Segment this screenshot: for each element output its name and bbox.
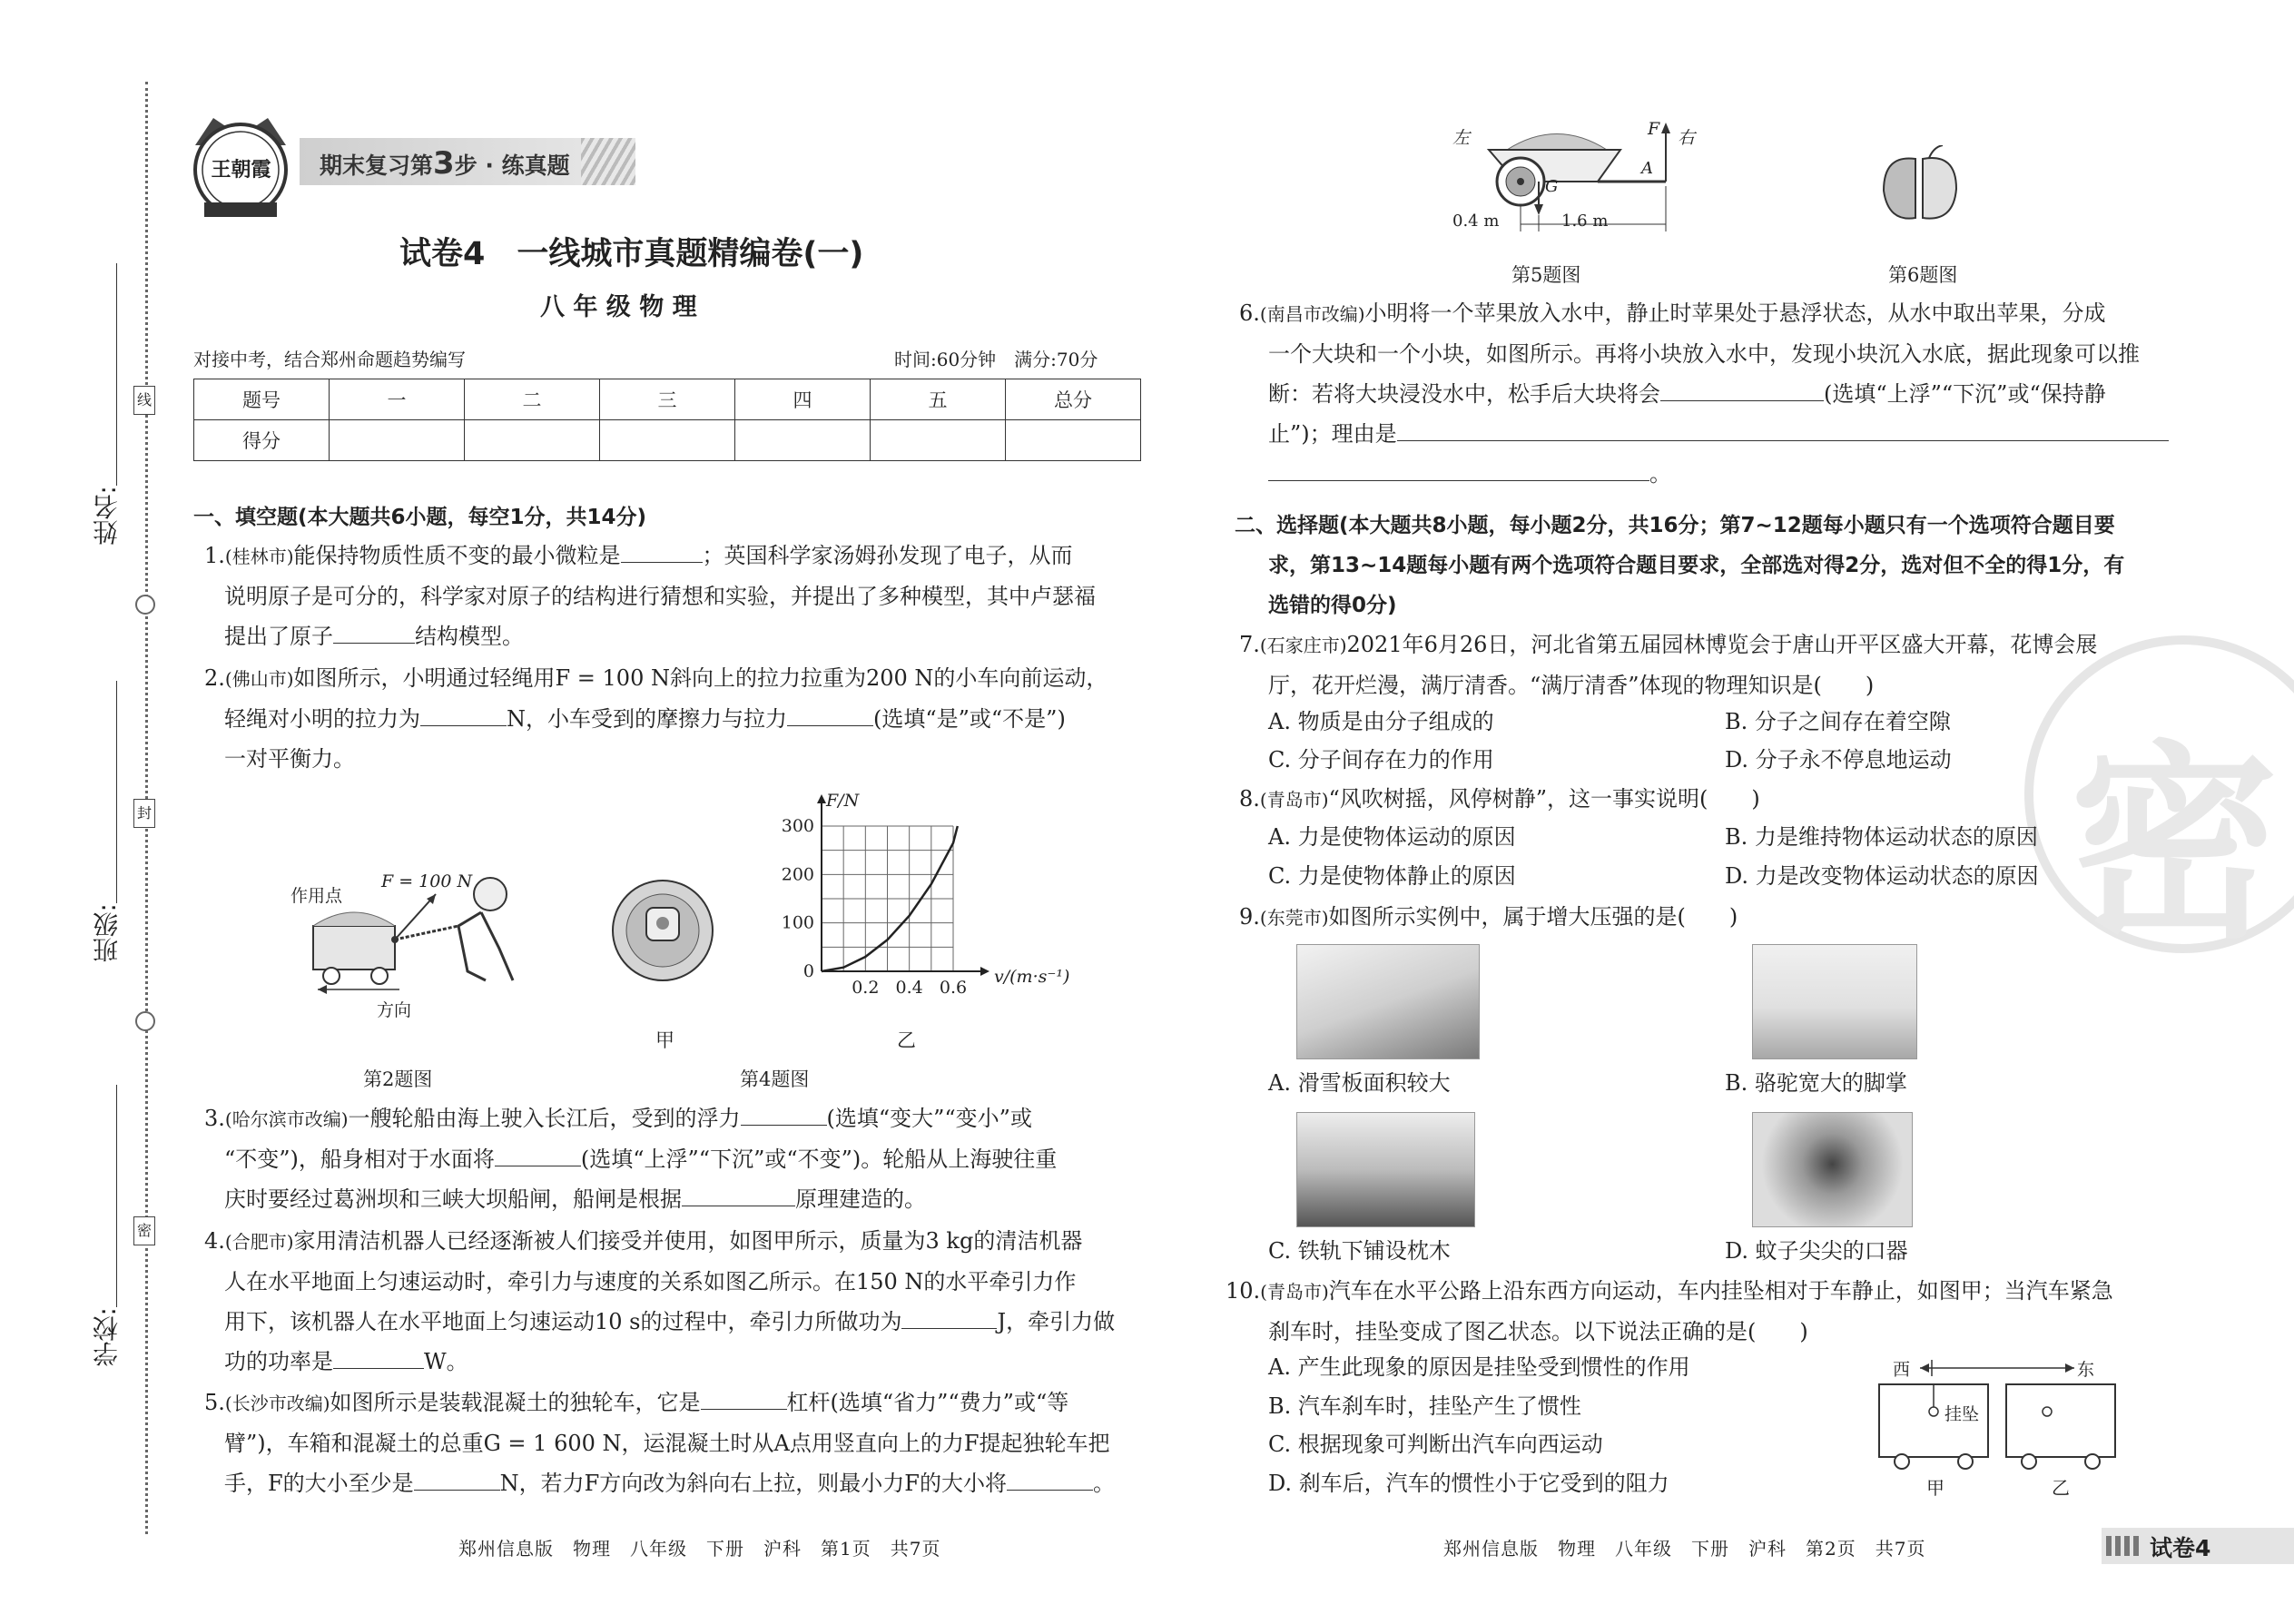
class-label: 班级:: [92, 903, 122, 963]
fig2-point-label: 作用点: [290, 886, 343, 906]
q7-option-d[interactable]: D. 分子永不停息地运动: [1725, 747, 1952, 773]
question-1: 1.(桂林市)能保持物质性质不变的最小微粒是 ；英国科学家汤姆孙发现了电子，从而 说明原子是可分的，科学家对原子的结构进行猜想和实验，并提出了多种模型，其中卢瑟福 提出了原子 结构模型。: [204, 536, 1148, 656]
exam-subtitle: 八 年 级 物 理: [540, 293, 697, 321]
question-8: 8.(青岛市)“风吹树摇，风停树静”，这一事实说明( ): [1239, 786, 1760, 812]
q8-option-b[interactable]: B. 力是维持物体运动状态的原因: [1725, 824, 2038, 850]
answer-blank[interactable]: [333, 1344, 424, 1369]
section1-title: 一、填空题(本大题共6小题，每空1分，共14分): [193, 506, 647, 529]
exam-title: 试卷4 一线城市真题精编卷(一): [399, 236, 864, 272]
q9-option-c[interactable]: C. 铁轨下铺设枕木: [1268, 1238, 1451, 1264]
fig5-f-label: F: [1648, 119, 1660, 139]
q8-option-d[interactable]: D. 力是改变物体运动状态的原因: [1725, 863, 2039, 889]
class-field[interactable]: [116, 681, 117, 903]
fig10-jia-label: 甲: [1926, 1477, 1944, 1499]
q7-option-a[interactable]: A. 物质是由分子组成的: [1268, 709, 1494, 734]
score-cell[interactable]: [330, 420, 465, 461]
answer-blank[interactable]: [1397, 417, 2169, 441]
question-4: 4.(合肥市)家用清洁机器人已经逐渐被人们接受并使用，如图甲所示，质量为3 kg的清洁机器 人在水平地面上匀速运动时，牵引力与速度的关系如图乙所示。在150 N的水平牵引力作 用下，该机器人在水平地面上匀速运动10 s的过程中，牵引力所做功为 J，牵引力做 功的功率是 W。: [204, 1228, 1116, 1374]
seal-mark-mi: 密: [133, 1216, 155, 1245]
q10-option-a[interactable]: A. 产生此现象的原因是挂坠受到惯性的作用: [1268, 1354, 1690, 1380]
chart-y-arrow: [817, 794, 826, 803]
fig10-east-label: 东: [2077, 1360, 2095, 1380]
fig4-jia-label: 甲: [655, 1029, 674, 1051]
score-header-5: 五: [871, 379, 1006, 420]
footer-left: 郑州信息版 物理 八年级 下册 沪科 第1页 共7页: [458, 1538, 941, 1560]
banner-text: 期末复习第3步 · 练真题: [320, 145, 570, 182]
chart-origin-label: 0: [802, 961, 814, 981]
figure-4-robot: [608, 876, 717, 985]
figure-6: [1879, 145, 1961, 227]
q9-option-b[interactable]: B. 骆驼宽大的脚掌: [1725, 1070, 1907, 1096]
banner-stripes: [581, 138, 635, 185]
fig5-d2-label: 1.6 m: [1561, 212, 1609, 231]
score-header-3: 三: [600, 379, 735, 420]
answer-blank[interactable]: [1007, 1466, 1093, 1491]
answer-blank[interactable]: [621, 538, 703, 563]
chart-x-label: v/(m·s⁻¹): [994, 967, 1070, 987]
photo-railway: [1296, 1112, 1475, 1227]
answer-blank[interactable]: [1660, 377, 1824, 401]
score-header-0: 题号: [194, 379, 330, 420]
figure-2: [290, 862, 527, 1026]
question-10: 10.(青岛市)汽车在水平公路上沿东西方向运动，车内挂坠相对于车静止，如图甲；当汽车紧急 刹车时，挂坠变成了图乙状态。以下说法正确的是( ): [1226, 1278, 2113, 1344]
chart-y-tick-label: 200: [781, 864, 814, 885]
fig10-pendant-label: 挂坠: [1944, 1404, 1980, 1424]
score-header-1: 一: [330, 379, 465, 420]
photo-mosquito: [1752, 1112, 1913, 1227]
chart-x-tick-label: 0.6: [939, 978, 968, 998]
q8-option-c[interactable]: C. 力是使物体静止的原因: [1268, 863, 1516, 889]
chart-y-label: F/N: [826, 791, 860, 811]
fig10-yi-label: 乙: [2052, 1477, 2070, 1499]
chart-y-tick-label: 300: [781, 816, 814, 836]
question-6: 6.(南昌市改编)小明将一个苹果放入水中，静止时苹果处于悬浮状态，从水中取出苹果，分成 一个大块和一个小块，如图所示。再将小块放入水中，发现小块沉入水底，据此现象可以推 断：若将大块浸没水中，松手后大块将会 (选填“上浮”“下沉”或“保持静 止”)；理由是 。: [1239, 293, 2183, 494]
score-table: [193, 379, 1141, 461]
q10-option-c[interactable]: C. 根据现象可判断出汽车向西运动: [1268, 1432, 1603, 1457]
school-label: 学校:: [92, 1307, 122, 1367]
exam-note: 对接中考，结合郑州命题趋势编写: [193, 349, 466, 370]
chart-x-tick-label: 0.2: [852, 978, 880, 998]
answer-blank[interactable]: [901, 1304, 997, 1329]
answer-blank[interactable]: [495, 1142, 581, 1166]
score-cell[interactable]: [1006, 420, 1141, 461]
fig6-caption: 第6题图: [1888, 264, 1958, 286]
q10-option-b[interactable]: B. 汽车刹车时，挂坠产生了惯性: [1268, 1393, 1581, 1419]
question-7: 7.(石家庄市)2021年6月26日，河北省第五届园林博览会于唐山开平区盛大开幕，花博会展 厅，花开烂漫，满厅清香。“满厅清香”体现的物理知识是( ): [1239, 632, 2098, 698]
fig5-caption: 第5题图: [1511, 264, 1581, 286]
seal-mark-feng: 封: [133, 799, 155, 828]
fig5-g-label: G: [1545, 177, 1559, 196]
chart-x-tick-label: 0.4: [895, 978, 923, 998]
tab-dots: [2106, 1536, 2139, 1556]
fig4-caption: 第4题图: [740, 1068, 810, 1090]
q7-option-b[interactable]: B. 分子之间存在着空隙: [1725, 709, 1951, 734]
time-score: 时间:60分钟 满分:70分: [894, 349, 1098, 370]
photo-camel: [1752, 944, 1917, 1059]
score-header-2: 二: [465, 379, 600, 420]
watermark-char: 密: [2070, 724, 2279, 967]
fig2-direction-label: 方向: [377, 1000, 412, 1020]
score-cell[interactable]: [871, 420, 1006, 461]
answer-blank[interactable]: [333, 619, 415, 644]
fv-chart: [776, 781, 1085, 1008]
figure-10: [1870, 1353, 2124, 1498]
answer-blank[interactable]: [682, 1182, 795, 1206]
fig5-right-label: 右: [1678, 128, 1696, 148]
answer-blank[interactable]: [414, 1466, 500, 1491]
score-header-4: 四: [735, 379, 871, 420]
answer-blank[interactable]: [701, 1385, 787, 1410]
score-header-6: 总分: [1006, 379, 1141, 420]
chart-y-tick-label: 100: [781, 912, 814, 933]
q10-option-d[interactable]: D. 刹车后，汽车的惯性小于它受到的阻力: [1268, 1471, 1669, 1496]
school-field[interactable]: [116, 1085, 117, 1307]
score-cell[interactable]: [465, 420, 600, 461]
fig4-yi-label: 乙: [897, 1029, 916, 1051]
binding-hole-2: [135, 1011, 155, 1031]
name-field[interactable]: [116, 263, 117, 486]
fig5-left-label: 左: [1452, 128, 1471, 148]
fig2-caption: 第2题图: [363, 1068, 433, 1090]
name-label: 姓名:: [92, 486, 122, 546]
tab-label: 试卷4: [2150, 1535, 2211, 1561]
answer-blank[interactable]: [420, 702, 507, 726]
score-cell[interactable]: [735, 420, 871, 461]
score-cell[interactable]: [600, 420, 735, 461]
figure-5: [1452, 113, 1698, 241]
answer-blank[interactable]: [741, 1101, 827, 1126]
binding-hole-1: [135, 595, 155, 615]
answer-blank[interactable]: [787, 702, 873, 726]
seal-mark-xian: 线: [133, 386, 155, 415]
question-5: 5.(长沙市改编)如图所示是装载混凝土的独轮车，它是 杠杆(选填“省力”“费力”或“等 臂”)，车箱和混凝土的总重G = 1 600 N，运混凝土时从A点用竖直向上的力F提起独轮车把 手，F的大小至少是 N，若力F方向改为斜向右上拉，则最小力F的大小将 。: [204, 1383, 1148, 1503]
q7-option-c[interactable]: C. 分子间存在力的作用: [1268, 747, 1494, 773]
section2-title: 二、选择题(本大题共8小题，每小题2分，共16分；第7~12题每小题只有一个选项符合题目要 求，第13~14题每小题有两个选项符合题目要求，全部选对得2分，选对但不全的得1分，有 选错的得0分): [1235, 514, 2125, 617]
photo-snowboard: [1296, 944, 1480, 1059]
chart-x-arrow: [980, 967, 989, 976]
footer-right: 郑州信息版 物理 八年级 下册 沪科 第2页 共7页: [1443, 1538, 1926, 1560]
q9-option-a[interactable]: A. 滑雪板面积较大: [1268, 1070, 1451, 1096]
score-row-label: 得分: [194, 420, 330, 461]
fig5-d1-label: 0.4 m: [1452, 212, 1500, 231]
question-3: 3.(哈尔滨市改编)一艘轮船由海上驶入长江后，受到的浮力 (选填“变大”“变小”或 “不变”)，船身相对于水面将 (选填“上浮”“下沉”或“不变”)。轮船从上海驶往重 庆时要经过葛洲坝和三峡大坝船闸，船闸是根据 原理建造的。: [204, 1098, 1148, 1219]
brand-logo: [182, 104, 300, 222]
fig2-force-label: F = 100 N: [381, 871, 473, 891]
q9-option-d[interactable]: D. 蚊子尖尖的口器: [1725, 1238, 1908, 1264]
brand-lettering: 王朝霞: [211, 158, 271, 182]
fig5-a-label: A: [1641, 159, 1653, 178]
answer-blank[interactable]: [1268, 457, 1649, 481]
question-2: 2.(佛山市)如图所示，小明通过轻绳用F = 100 N斜向上的拉力拉重为200 N的小车向前运动， 轻绳对小明的拉力为 N，小车受到的摩擦力与拉力 (选填“是”或“不是”) 一对平衡力。: [204, 665, 1108, 772]
q8-option-a[interactable]: A. 力是使物体运动的原因: [1268, 824, 1516, 850]
fig10-west-label: 西: [1893, 1360, 1911, 1380]
question-9: 9.(东莞市)如图所示实例中，属于增大压强的是( ): [1239, 904, 1738, 930]
